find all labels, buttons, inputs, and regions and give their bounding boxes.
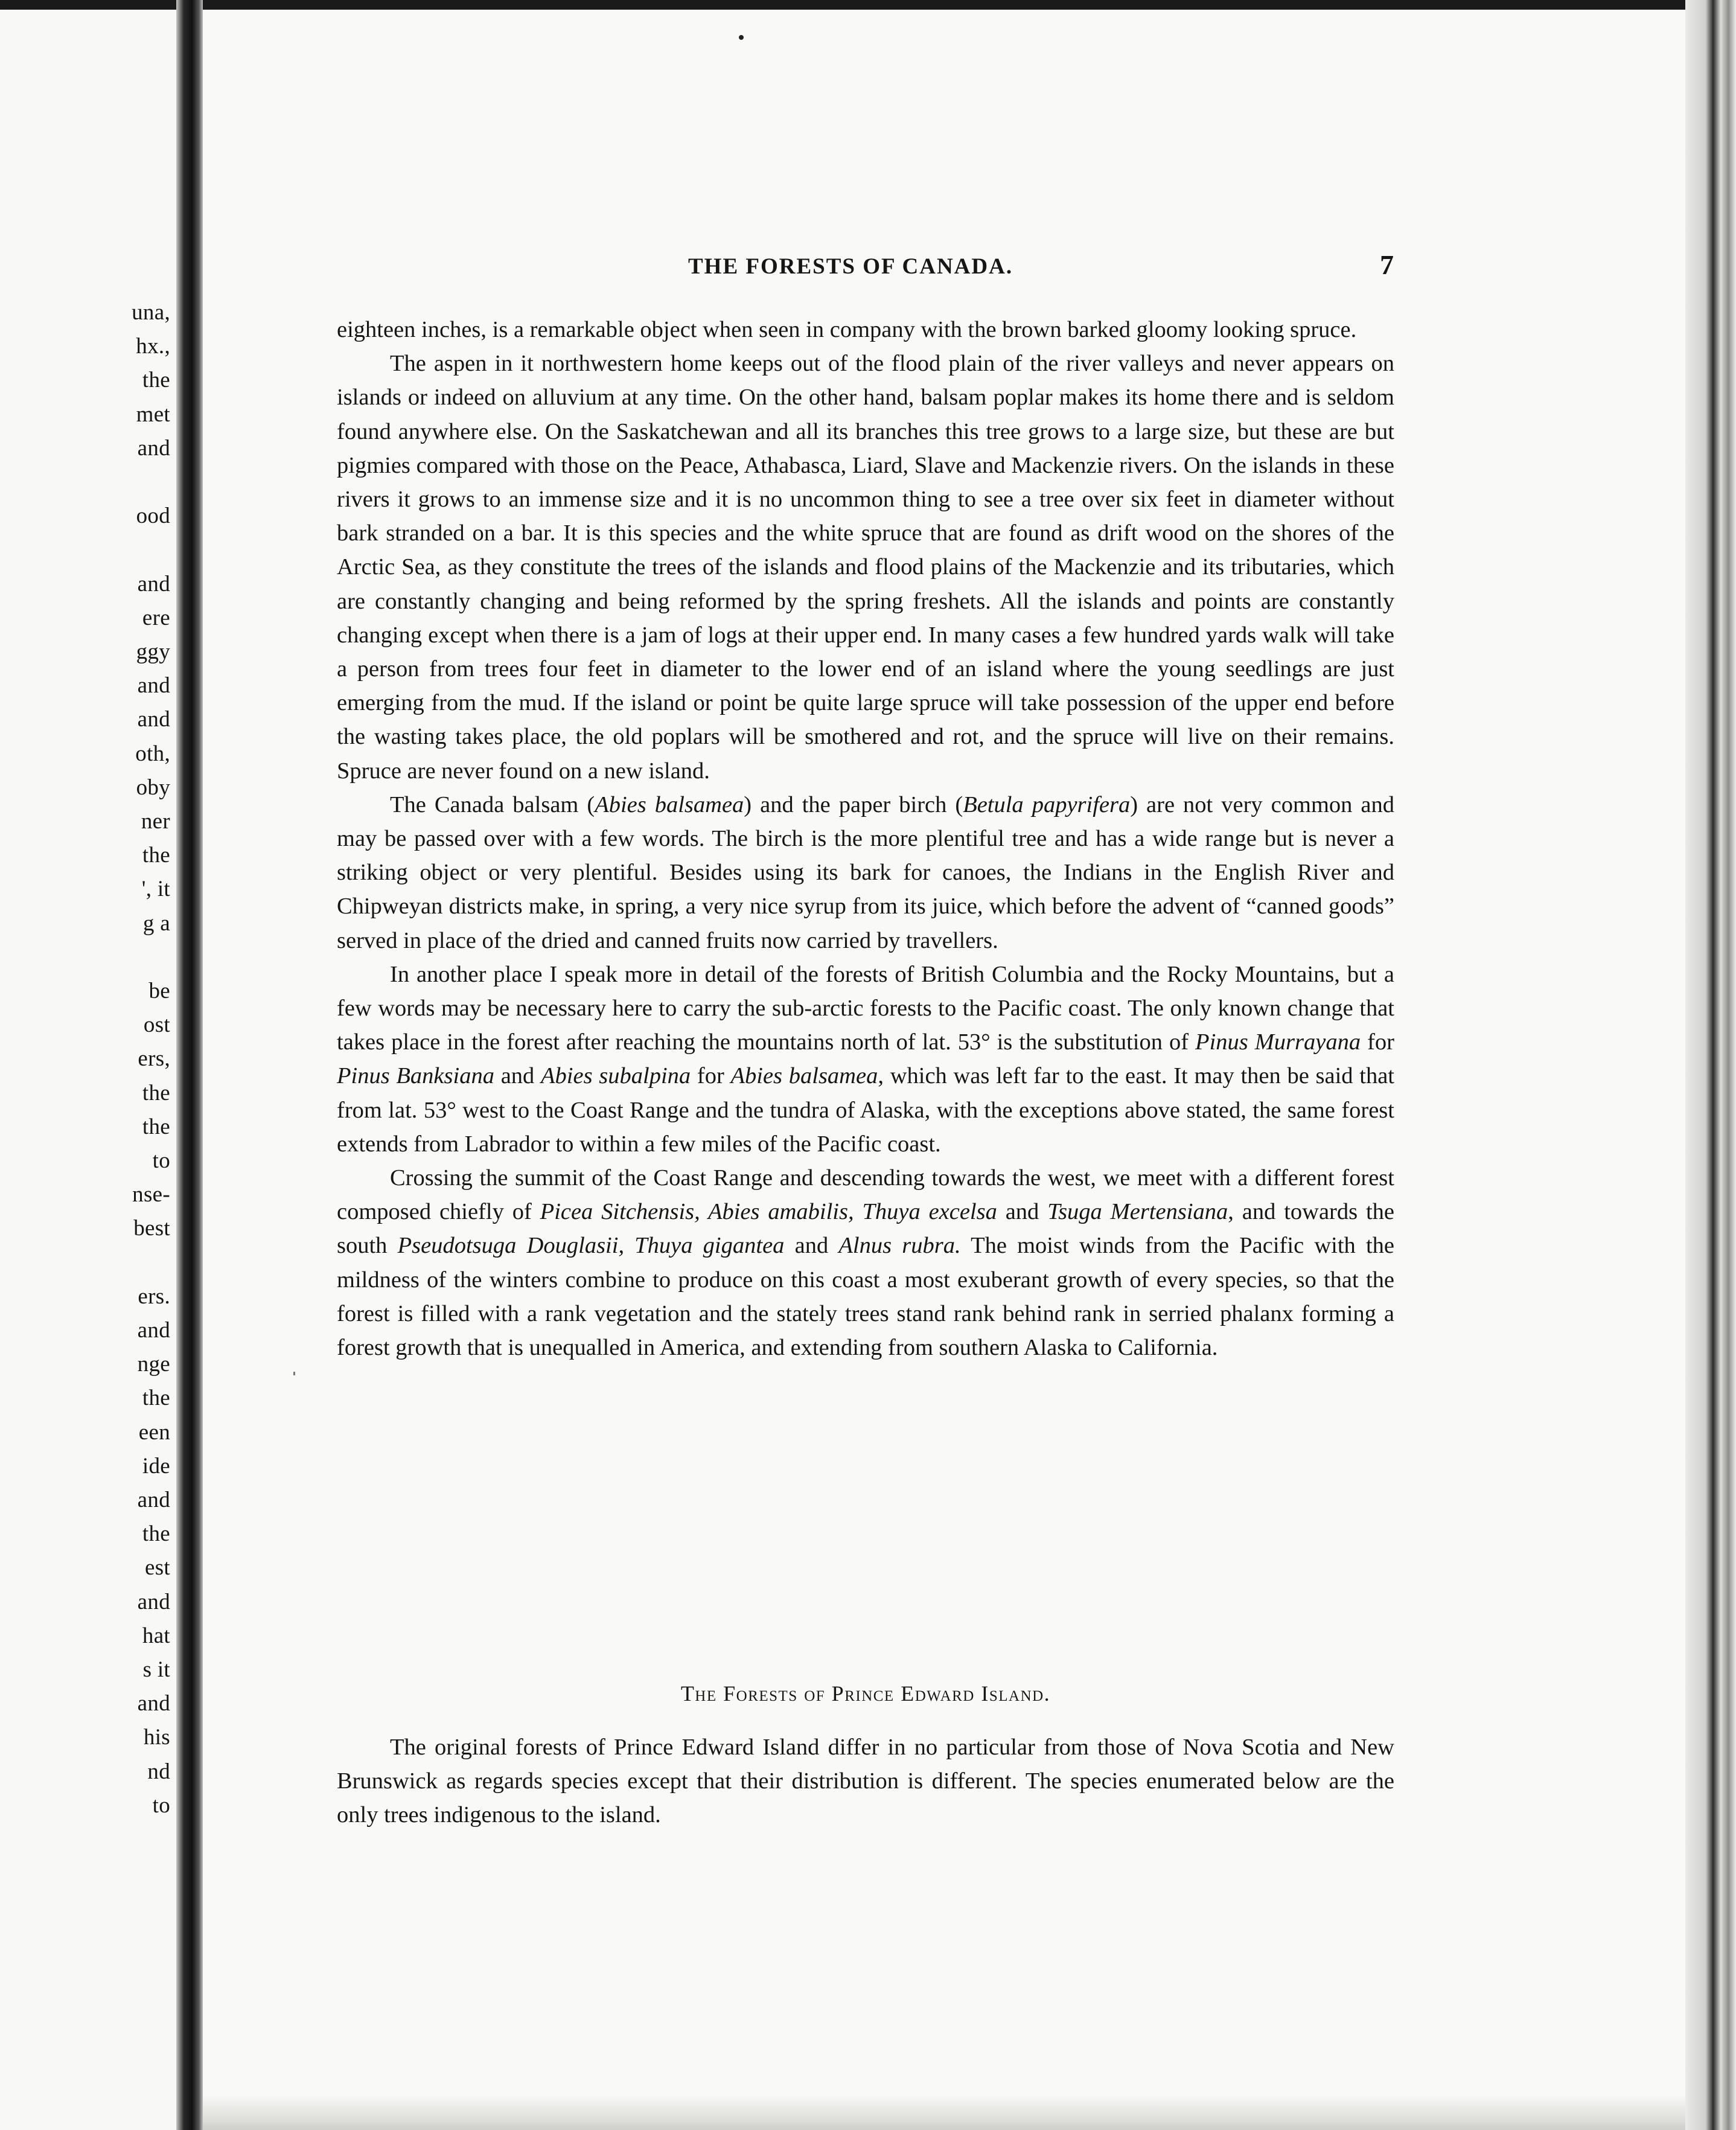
left-page-fragment: hx.,	[136, 334, 170, 359]
left-page-fragment: and	[137, 1488, 170, 1512]
left-page-fragment: nse-	[132, 1182, 170, 1207]
text-run: ) and the paper birch (	[744, 792, 963, 817]
left-page-fragment: oth,	[135, 741, 170, 766]
text-run: and	[997, 1199, 1048, 1225]
italic-species-name: Alnus rubra.	[838, 1233, 961, 1259]
italic-species-name: Abies subalpina	[541, 1063, 691, 1089]
text-run: In another place I speak more in detail of the forests of British Columbia and the Rocky Mountains, but a few words may be necessary here to carry the sub-arctic forests to the Pacific coast. The only known change that takes place in the forest after reaching the mountains north of lat. 53° is the substitution of	[337, 961, 1394, 1055]
left-page-fragment: the	[142, 1080, 170, 1105]
text-run: for	[1361, 1029, 1394, 1055]
left-page-fragment: ggy	[136, 639, 170, 664]
text-run: The moist winds from the Pacific with the mildness of the winters combine to produce on this coast a most exuberant growth of every species, so that the forest is filled with a rank vegetation and the stately trees stand rank behind rank in serried phalanx forming a forest growth that is unequalled in America, and extending from southern Alaska to California.	[337, 1233, 1394, 1361]
paragraph-6: The original forests of Prince Edward Island differ in no particular from those of Nova Scotia and New Brunswick as regards species except that their distribution is different. The species enumerated below are the only trees indigenous to the island.	[337, 1735, 1394, 1828]
left-page-fragment: nge	[137, 1352, 170, 1377]
left-page-fragment: best	[133, 1216, 170, 1241]
italic-species-name: Abies balsamea	[595, 792, 744, 817]
margin-mark	[293, 1372, 295, 1375]
page-bottom-edge	[203, 2095, 1685, 2130]
left-page-fragment: ost	[143, 1012, 170, 1038]
left-page-fragment: ide	[142, 1453, 170, 1479]
left-page-fragment: the	[142, 368, 170, 393]
left-page-fragment: een	[138, 1419, 170, 1445]
left-page-fragment: to	[152, 1793, 170, 1818]
left-page-fragment: and	[137, 707, 170, 732]
left-page-fragment: ner	[141, 809, 170, 834]
italic-species-name: Pinus Banksiana	[337, 1063, 494, 1089]
italic-species-name: Betula papyrifera	[963, 792, 1131, 817]
body-text	[337, 313, 1394, 1364]
running-head: THE FORESTS OF CANADA.	[688, 254, 1013, 279]
left-page-fragment: the	[142, 1114, 170, 1139]
left-page-fragment: the	[142, 1521, 170, 1547]
page-number: 7	[1380, 249, 1394, 280]
scan-top-border	[0, 0, 1736, 10]
section-heading: The Forests of Prince Edward Island.	[680, 1681, 1051, 1706]
left-page-fragment: the	[142, 843, 170, 868]
italic-species-name: Picea Sitchensis, Abies amabilis, Thuya excelsa	[540, 1199, 997, 1225]
left-page-fragment: to	[152, 1148, 170, 1173]
closing-text	[337, 1730, 1394, 1832]
text-run: The Canada balsam (	[390, 792, 595, 817]
left-page-fragment: ers.	[138, 1284, 170, 1309]
italic-species-name: Pseudotsuga Douglasii, Thuya gigantea	[397, 1233, 785, 1259]
text-run: Crossing the summit of the Coast Range and descending towards the west, we meet with a different forest composed chiefly of	[337, 1165, 1394, 1225]
left-page-fragment: hat	[142, 1623, 170, 1648]
left-page-fragment: ere	[142, 605, 170, 630]
left-page-fragment: ood	[136, 504, 170, 529]
left-page-fragment: his	[143, 1725, 170, 1750]
text-run: and	[494, 1063, 541, 1089]
left-page-fragment: nd	[147, 1759, 170, 1784]
text-run: and	[784, 1233, 839, 1259]
text-run: , and towards the south	[337, 1199, 1395, 1259]
text-run: for	[691, 1063, 731, 1089]
left-page-fragment: and	[137, 1589, 170, 1614]
left-page-fragment: and	[137, 571, 170, 596]
left-page-fragment: ', it	[141, 877, 170, 902]
scan-speck	[739, 35, 744, 40]
book-gutter	[176, 0, 203, 2130]
left-page-fragment: g a	[142, 910, 170, 936]
left-page-fragment: the	[142, 1386, 170, 1411]
left-page-fragment: and	[137, 435, 170, 461]
text-run: , which was left far to the east. It may then be said that from lat. 53° west to the Coast Range and the tundra of Alaska, with the exceptions above stated, the same forest extends from Labrador to within a few miles of the Pacific coast.	[337, 1063, 1395, 1157]
left-page-fragment: met	[136, 401, 170, 427]
left-page-fragment: oby	[136, 775, 170, 800]
left-page-fragment: ers,	[138, 1046, 170, 1072]
page-stack-edge	[1685, 0, 1736, 2130]
italic-species-name: Tsuga Mertensiana	[1047, 1199, 1228, 1225]
left-page-fragment: and	[137, 673, 170, 699]
text-run: ) are not very common and may be passed over with a few words. The birch is the more plentiful tree and has a wide range but is never a striking object or very plentiful. Besides using its bark for canoes, the Indians in the English River and Chipweyan districts make, in spring, a very nice syrup from its juice, which before the advent of “canned goods” served in place of the dried and canned fruits now carried by travellers.	[337, 792, 1394, 953]
left-page-fragment: est	[144, 1555, 170, 1581]
paragraph-2: The aspen in it northwestern home keeps out of the flood plain of the river valleys and never appears on islands or indeed on alluvium at any time. On the other hand, balsam poplar makes its home there and is seldom found anywhere else. On the Saskatchewan and all its branches this tree grows to a large size, but these are but pigmies compared with those on the Peace, Athabasca, Liard, Slave and Mackenzie rivers. On the islands in these rivers it grows to an immense size and it is no uncommon thing to see a tree over six feet in diameter without bark stranded on a bar. It is this species and the white spruce that are found as drift wood on the shores of the Arctic Sea, as they constitute the trees of the islands and flood plains of the Mackenzie and its tributaries, which are constantly changing and being reformed by the spring freshets. All the islands and points are constantly changing except when there is a jam of logs at their upper end. In many cases a few hundred yards walk will take a person from trees four feet in diameter to the lower end of an island where the young seedlings are just emerging from the mud. If the island or point be quite large spruce will take possession of the upper end before the wasting takes place, the old poplars will be smothered and rot, and the spruce will live on their remains. Spruce are never found on a new island.	[337, 351, 1394, 784]
left-page-fragment: s it	[142, 1657, 170, 1682]
italic-species-name: Abies balsamea	[730, 1063, 878, 1089]
paragraph-5	[337, 1161, 1394, 1364]
left-facing-page	[0, 10, 176, 2130]
paragraph-4	[337, 958, 1394, 1161]
left-page-fragment: and	[137, 1691, 170, 1716]
paragraph-3	[337, 788, 1394, 958]
paragraph-1: eighteen inches, is a remarkable object when seen in company with the brown barked gloomy looking spruce.	[337, 317, 1357, 342]
left-page-fragment: una,	[132, 300, 170, 325]
left-page-fragment: be	[148, 979, 170, 1003]
left-page-fragment: and	[137, 1318, 170, 1343]
italic-species-name: Pinus Murrayana	[1195, 1029, 1361, 1055]
